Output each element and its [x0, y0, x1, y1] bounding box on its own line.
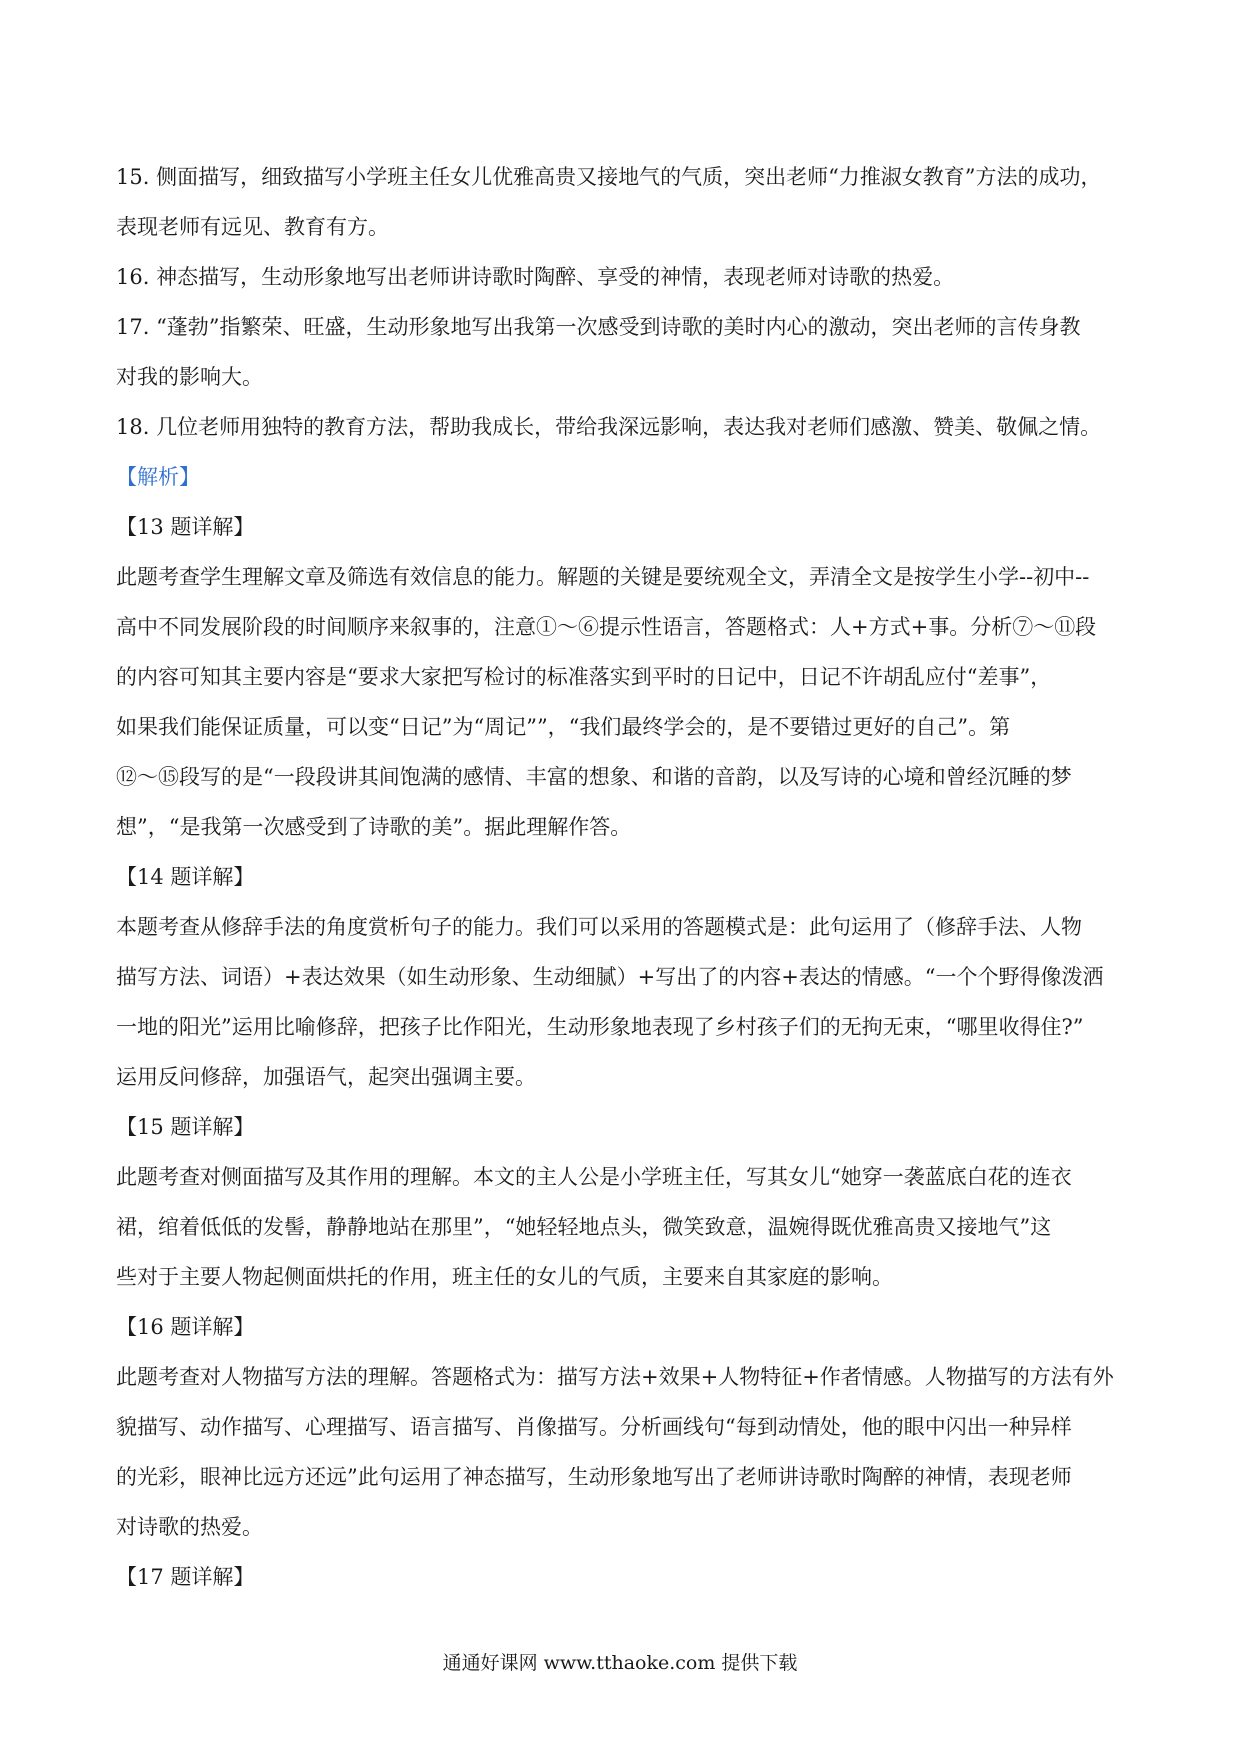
text-line: 的光彩，眼神比远方还远”此句运用了神态描写，生动形象地写出了老师讲诗歌时陶醉的神情，表现老师	[116, 1465, 1072, 1489]
text-line: 些对于主要人物起侧面烘托的作用，班主任的女儿的气质，主要来自其家庭的影响。	[116, 1265, 893, 1289]
answer-16	[116, 252, 1132, 302]
section-14-detail	[116, 852, 1132, 1102]
text-line: 如果我们能保证质量，可以变“日记”为“周记””，“我们最终学会的，是不要错过更好的自己”。第	[116, 715, 1011, 739]
text-line: 貌描写、动作描写、心理描写、语言描写、肖像描写。分析画线句“每到动情处，他的眼中闪出一种异样	[116, 1415, 1072, 1439]
answer-15	[116, 152, 1132, 252]
section-17-detail	[116, 1552, 1132, 1602]
text-line: 想”，“是我第一次感受到了诗歌的美”。据此理解作答。	[116, 815, 632, 839]
text-line: 运用反问修辞，加强语气，起突出强调主要。	[116, 1065, 536, 1089]
text-line: 的内容可知其主要内容是“要求大家把写检讨的标准落实到平时的日记中，日记不许胡乱应付“差事”，	[116, 665, 1052, 689]
text-line: 此题考查对侧面描写及其作用的理解。本文的主人公是小学班主任，写其女儿“她穿一袭蓝底白花的连衣	[116, 1165, 1072, 1189]
analysis-label: 【解析】	[116, 465, 200, 489]
section-heading: 【16 题详解】	[116, 1315, 255, 1339]
text-line: 此题考查学生理解文章及筛选有效信息的能力。解题的关键是要统观全文，弄清全文是按学生小学--初中--	[116, 565, 1090, 589]
section-15-detail	[116, 1102, 1132, 1302]
section-heading: 【14 题详解】	[116, 865, 255, 889]
text-line: 裙，绾着低低的发髻，静静地站在那里”，“她轻轻地点头，微笑致意，温婉得既优雅高贵又接地气”这	[116, 1215, 1052, 1239]
document-body	[116, 152, 1132, 1602]
text-line: 15. 侧面描写，细致描写小学班主任女儿优雅高贵又接地气的气质，突出老师“力推淑女教育”方法的成功，	[116, 165, 1102, 189]
section-13-detail	[116, 502, 1132, 852]
answer-17	[116, 302, 1132, 402]
section-heading: 【13 题详解】	[116, 515, 255, 539]
text-line: 此题考查对人物描写方法的理解。答题格式为：描写方法+效果+人物特征+作者情感。人物描写的方法有外	[116, 1365, 1114, 1389]
text-line: 16. 神态描写，生动形象地写出老师讲诗歌时陶醉、享受的神情，表现老师对诗歌的热爱。	[116, 265, 955, 289]
text-line: 高中不同发展阶段的时间顺序来叙事的，注意①～⑥提示性语言，答题格式：人+方式+事。分析⑦～⑪段	[116, 615, 1097, 639]
text-line: 本题考查从修辞手法的角度赏析句子的能力。我们可以采用的答题模式是：此句运用了（修辞手法、人物	[116, 915, 1082, 939]
section-heading: 【17 题详解】	[116, 1565, 255, 1589]
text-line: 一地的阳光”运用比喻修辞，把孩子比作阳光，生动形象地表现了乡村孩子们的无拘无束，“哪里收得住?”	[116, 1015, 1084, 1039]
text-line: 对诗歌的热爱。	[116, 1515, 263, 1539]
section-heading: 【15 题详解】	[116, 1115, 255, 1139]
text-line: ⑫～⑮段写的是“一段段讲其间饱满的感情、丰富的想象、和谐的音韵，以及写诗的心境和曾经沉睡的梦	[116, 765, 1072, 789]
text-line: 17. “蓬勃”指繁荣、旺盛，生动形象地写出我第一次感受到诗歌的美时内心的激动，突出老师的言传身教	[116, 315, 1081, 339]
answer-18	[116, 402, 1132, 452]
text-line: 对我的影响大。	[116, 365, 263, 389]
text-line: 表现老师有远见、教育有方。	[116, 215, 389, 239]
text-line: 18. 几位老师用独特的教育方法，帮助我成长，带给我深远影响，表达我对老师们感激、赞美、敬佩之情。	[116, 415, 1102, 439]
page-footer: 通通好课网 www.tthaoke.com 提供下载	[442, 1652, 798, 1674]
text-line: 描写方法、词语）+表达效果（如生动形象、生动细腻）+写出了的内容+表达的情感。“一个个野得像泼洒	[116, 965, 1104, 989]
section-16-detail	[116, 1302, 1132, 1552]
